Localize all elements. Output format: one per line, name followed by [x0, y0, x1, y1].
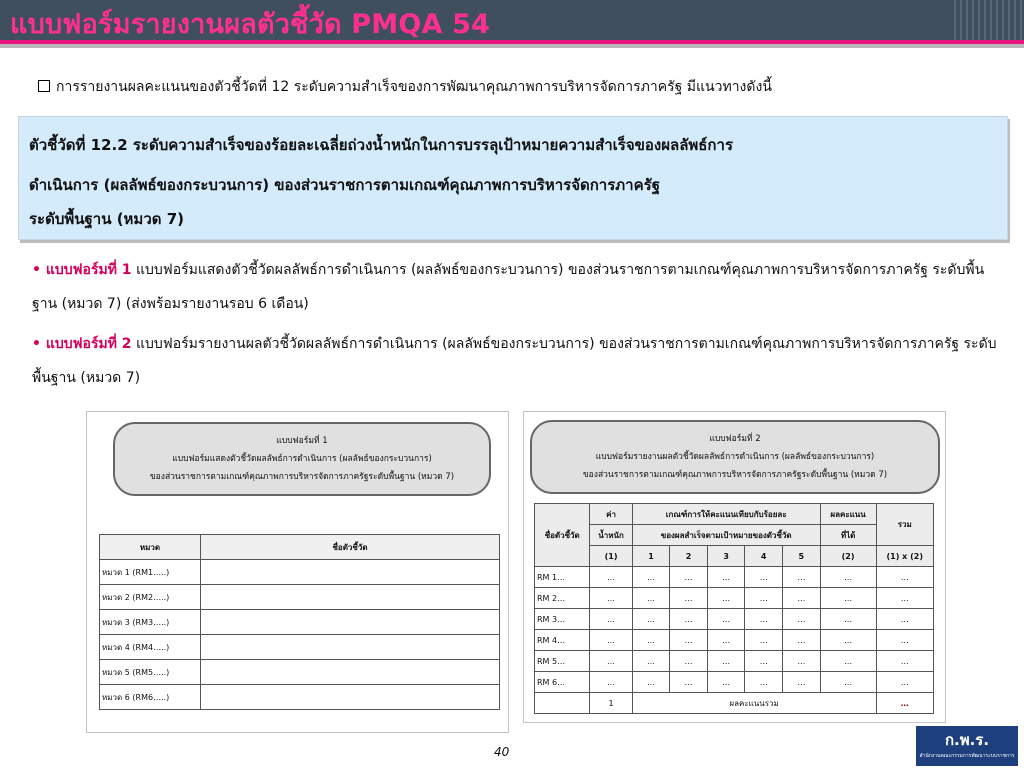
table-row — [100, 660, 500, 685]
header-decoration — [954, 0, 1024, 44]
form-1-title-box — [113, 422, 491, 496]
header-total: รวม — [876, 504, 934, 546]
row-label: RM 3… — [535, 609, 590, 630]
header-criteria-2: ของผลสำเร็จตามเป้าหมายของตัวชี้วัด — [632, 525, 820, 546]
table-row: RM 3… … … … … … … … … — [535, 609, 934, 630]
page-title: แบบฟอร์มรายงานผลตัวชี้วัด PMQA 54 — [10, 9, 491, 40]
form-2-title: แบบฟอร์มที่ 2 — [709, 434, 761, 444]
header-score-3: (2) — [820, 546, 876, 567]
table-row — [100, 610, 500, 635]
level-3: 3 — [707, 546, 745, 567]
checkbox-bullet-icon — [38, 80, 50, 92]
row-label: หมวด 4 (RM4…..) — [100, 635, 201, 660]
form-1-image — [86, 411, 509, 733]
table-row: RM 1… … … … … … … … … — [535, 567, 934, 588]
form-1-subtitle-2: ของส่วนราชการตามเกณฑ์คุณภาพการบริหารจัดการภาครัฐระดับพื้นฐาน (หมวด 7) — [149, 472, 455, 482]
form-2-subtitle-2: ของส่วนราชการตามเกณฑ์คุณภาพการบริหารจัดการภาครัฐระดับพื้นฐาน (หมวด 7) — [582, 470, 888, 480]
footer-weight: 1 — [590, 693, 632, 714]
level-4: 4 — [745, 546, 783, 567]
form-1-table — [99, 534, 500, 710]
footer-total: … — [876, 693, 934, 714]
table-row — [100, 585, 500, 610]
bullet-dot-icon: • — [32, 336, 46, 352]
row-label: หมวด 5 (RM5…..) — [100, 660, 201, 685]
table-row: RM 6… … … … … … … … … — [535, 672, 934, 693]
table-footer-row — [535, 693, 934, 714]
header-bar — [0, 0, 1024, 44]
page-number: 40 — [494, 745, 510, 759]
table-row — [100, 685, 500, 710]
row-cell — [201, 610, 500, 635]
table-row — [100, 635, 500, 660]
footer-label: ผลคะแนนรวม — [632, 693, 876, 714]
logo-text: ก.พ.ร. — [944, 731, 990, 749]
form-2-subtitle: แบบฟอร์มรายงานผลตัวชี้วัดผลลัพธ์การดำเนินการ (ผลลัพธ์ของกระบวนการ) — [595, 452, 875, 462]
header-score-2: ที่ได้ — [820, 525, 876, 546]
form-1-subtitle: แบบฟอร์มแสดงตัวชี้วัดผลลัพธ์การดำเนินการ (ผลลัพธ์ของกระบวนการ) — [172, 454, 432, 464]
table-row: RM 2… … … … … … … … … — [535, 588, 934, 609]
form-2-table — [534, 503, 934, 714]
row-label: RM 2… — [535, 588, 590, 609]
row-cell — [201, 585, 500, 610]
header-category: หมวด — [100, 535, 201, 560]
header-weight: ค่า — [590, 504, 632, 525]
bullet-dot-icon: • — [32, 262, 46, 278]
header-weight-3: (1) — [590, 546, 632, 567]
table-row: RM 4… … … … … … … … … — [535, 630, 934, 651]
level-5: 5 — [783, 546, 821, 567]
bullet-label: แบบฟอร์มที่ 1 — [45, 262, 132, 278]
level-1: 1 — [632, 546, 670, 567]
header-total-2: (1) x (2) — [876, 546, 934, 567]
header-indicator-name: ชื่อตัวชี้วัด — [201, 535, 500, 560]
form-2-image — [523, 411, 946, 723]
table-row — [100, 560, 500, 585]
row-cell — [201, 685, 500, 710]
table-row: RM 5… … … … … … … … … — [535, 651, 934, 672]
header-score: ผลคะแนน — [820, 504, 876, 525]
row-label: หมวด 1 (RM1…..) — [100, 560, 201, 585]
opdc-logo — [916, 726, 1018, 766]
bullet-form-1 — [32, 253, 1007, 321]
row-label: RM 6… — [535, 672, 590, 693]
logo-subtext: สำนักงานคณะกรรมการพัฒนาระบบราชการ — [919, 753, 1015, 759]
row-cell — [201, 560, 500, 585]
bullet-text: แบบฟอร์มแสดงตัวชี้วัดผลลัพธ์การดำเนินการ (ผลลัพธ์ของกระบวนการ) ของส่วนราชการตามเกณฑ์คุณภาพการบริหารจัดการภาครัฐ ระดับพื้นฐาน (หมวด 7) (ส่งพร้อมรายงานรอบ 6 เดือน) — [32, 262, 985, 312]
indicator-line-3: ระดับพื้นฐาน (หมวด 7) — [29, 210, 185, 228]
header-indicator-name: ชื่อตัวชี้วัด — [535, 504, 590, 567]
bullet-label: แบบฟอร์มที่ 2 — [45, 336, 132, 352]
row-cell — [201, 660, 500, 685]
row-label: RM 1… — [535, 567, 590, 588]
indicator-box — [18, 116, 1008, 240]
indicator-line-1: ตัวชี้วัดที่ 12.2 ระดับความสำเร็จของร้อยละเฉลี่ยถ่วงน้ำหนักในการบรรลุเป้าหมายความสำเร็จของผลลัพธ์การ — [29, 136, 733, 154]
intro-line — [38, 76, 772, 98]
footer-empty — [535, 693, 590, 714]
header-criteria: เกณฑ์การให้คะแนนเทียบกับร้อยละ — [632, 504, 820, 525]
row-label: RM 4… — [535, 630, 590, 651]
form-2-title-box — [530, 420, 940, 494]
row-label: RM 5… — [535, 651, 590, 672]
row-label: หมวด 2 (RM2…..) — [100, 585, 201, 610]
row-label: หมวด 3 (RM3…..) — [100, 610, 201, 635]
header-weight-2: น้ำหนัก — [590, 525, 632, 546]
indicator-line-2: ดำเนินการ (ผลลัพธ์ของกระบวนการ) ของส่วนราชการตามเกณฑ์คุณภาพการบริหารจัดการภาครัฐ — [29, 176, 660, 194]
bullet-form-2 — [32, 327, 1007, 395]
bullet-text: แบบฟอร์มรายงานผลตัวชี้วัดผลลัพธ์การดำเนินการ (ผลลัพธ์ของกระบวนการ) ของส่วนราชการตามเกณฑ์คุณภาพการบริหารจัดการภาครัฐ ระดับพื้นฐาน (หมวด 7) — [32, 336, 997, 386]
row-label: หมวด 6 (RM6…..) — [100, 685, 201, 710]
intro-text: การรายงานผลคะแนนของตัวชี้วัดที่ 12 ระดับความสำเร็จของการพัฒนาคุณภาพการบริหารจัดการภาครัฐ มีแนวทางดังนี้ — [56, 79, 772, 95]
header-shadow-line — [0, 44, 1024, 48]
level-2: 2 — [670, 546, 708, 567]
form-1-title: แบบฟอร์มที่ 1 — [276, 436, 328, 446]
row-cell — [201, 635, 500, 660]
